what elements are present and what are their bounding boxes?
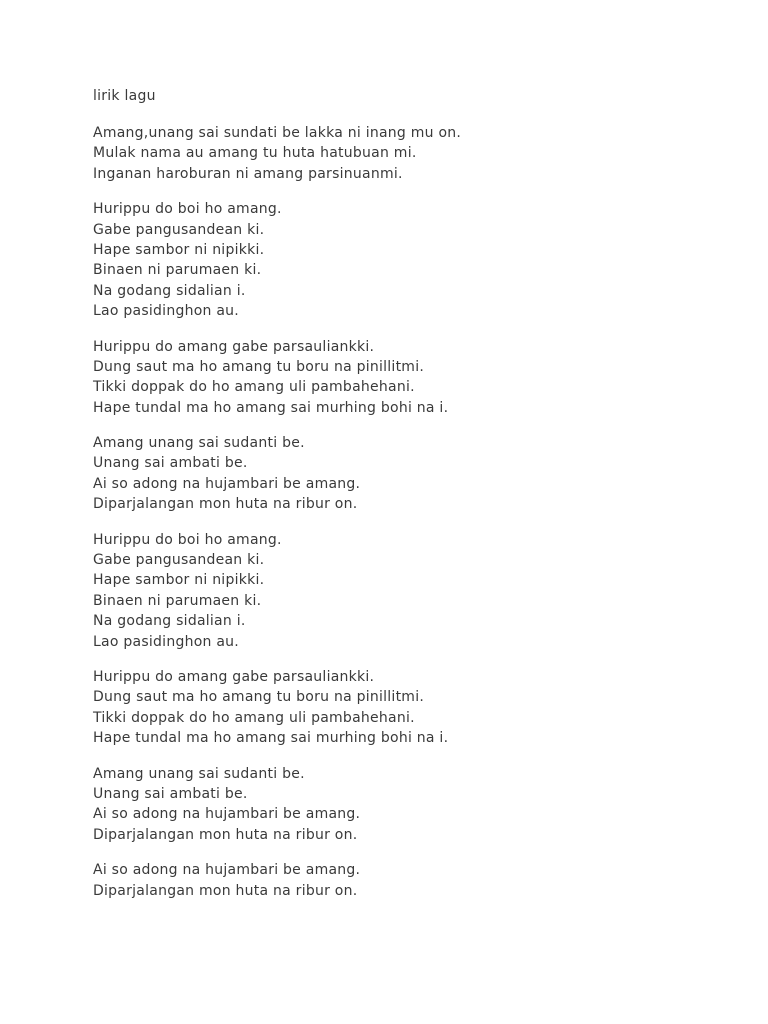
lyric-line: Ai so adong na hujambari be amang. bbox=[93, 862, 361, 879]
lyric-line: Amang unang sai sudanti be. bbox=[93, 765, 305, 782]
lyric-line: Diparjalangan mon huta na ribur on. bbox=[93, 826, 358, 843]
lyric-line: Binaen ni parumaen ki. bbox=[93, 592, 262, 609]
lyric-line: Hurippu do boi ho amang. bbox=[93, 201, 282, 218]
lyric-line: Amang,unang sai sundati be lakka ni inang mu on. bbox=[93, 125, 462, 141]
lyric-line: Ai so adong na hujambari be amang. bbox=[93, 806, 361, 823]
lyrics-stanza bbox=[93, 123, 768, 184]
lyric-line: Unang sai ambati be. bbox=[93, 785, 248, 802]
lyrics-body bbox=[93, 123, 768, 901]
lyric-line: Hape tundal ma ho amang sai murhing bohi na i. bbox=[93, 730, 449, 747]
lyrics-stanza bbox=[93, 530, 768, 652]
lyric-line: Diparjalangan mon huta na ribur on. bbox=[93, 882, 358, 899]
lyric-line: Tikki doppak do ho amang uli pambahehani. bbox=[93, 709, 415, 726]
lyric-line: Na godang sidalian i. bbox=[93, 613, 246, 630]
lyric-line: Binaen ni parumaen ki. bbox=[93, 262, 262, 279]
lyric-line: Lao pasidinghon au. bbox=[93, 303, 239, 320]
lyric-line: Inganan haroburan ni amang parsinuanmi. bbox=[93, 165, 403, 182]
lyric-line: Tikki doppak do ho amang uli pambahehani. bbox=[93, 379, 415, 396]
lyric-line: Unang sai ambati be. bbox=[93, 455, 248, 472]
lyric-line: Hape sambor ni nipikki. bbox=[93, 241, 265, 258]
lyrics-stanza bbox=[93, 199, 768, 321]
lyric-line: Hape sambor ni nipikki. bbox=[93, 572, 265, 589]
lyric-line: Hurippu do amang gabe parsauliankki. bbox=[93, 338, 375, 355]
lyrics-stanza bbox=[93, 667, 768, 749]
lyric-line: Hurippu do boi ho amang. bbox=[93, 531, 282, 548]
lyrics-stanza bbox=[93, 764, 768, 846]
lyrics-stanza bbox=[93, 433, 768, 515]
lyric-line: Dung saut ma ho amang tu boru na pinillitmi. bbox=[93, 689, 425, 706]
lyric-line: Gabe pangusandean ki. bbox=[93, 552, 265, 569]
lyric-line: Lao pasidinghon au. bbox=[93, 633, 239, 650]
lyric-line: Hape tundal ma ho amang sai murhing bohi na i. bbox=[93, 399, 449, 416]
document-title: lirik lagu bbox=[93, 88, 156, 104]
lyric-line: Ai so adong na hujambari be amang. bbox=[93, 475, 361, 492]
lyric-line: Na godang sidalian i. bbox=[93, 282, 246, 299]
lyric-line: Mulak nama au amang tu huta hatubuan mi. bbox=[93, 145, 417, 162]
lyrics-stanza bbox=[93, 337, 768, 419]
lyric-line: Diparjalangan mon huta na ribur on. bbox=[93, 496, 358, 513]
lyric-line: Hurippu do amang gabe parsauliankki. bbox=[93, 668, 375, 685]
lyric-line: Gabe pangusandean ki. bbox=[93, 221, 265, 238]
lyric-line: Dung saut ma ho amang tu boru na pinillitmi. bbox=[93, 358, 425, 375]
lyrics-stanza bbox=[93, 860, 768, 901]
lyric-line: Amang unang sai sudanti be. bbox=[93, 435, 305, 452]
